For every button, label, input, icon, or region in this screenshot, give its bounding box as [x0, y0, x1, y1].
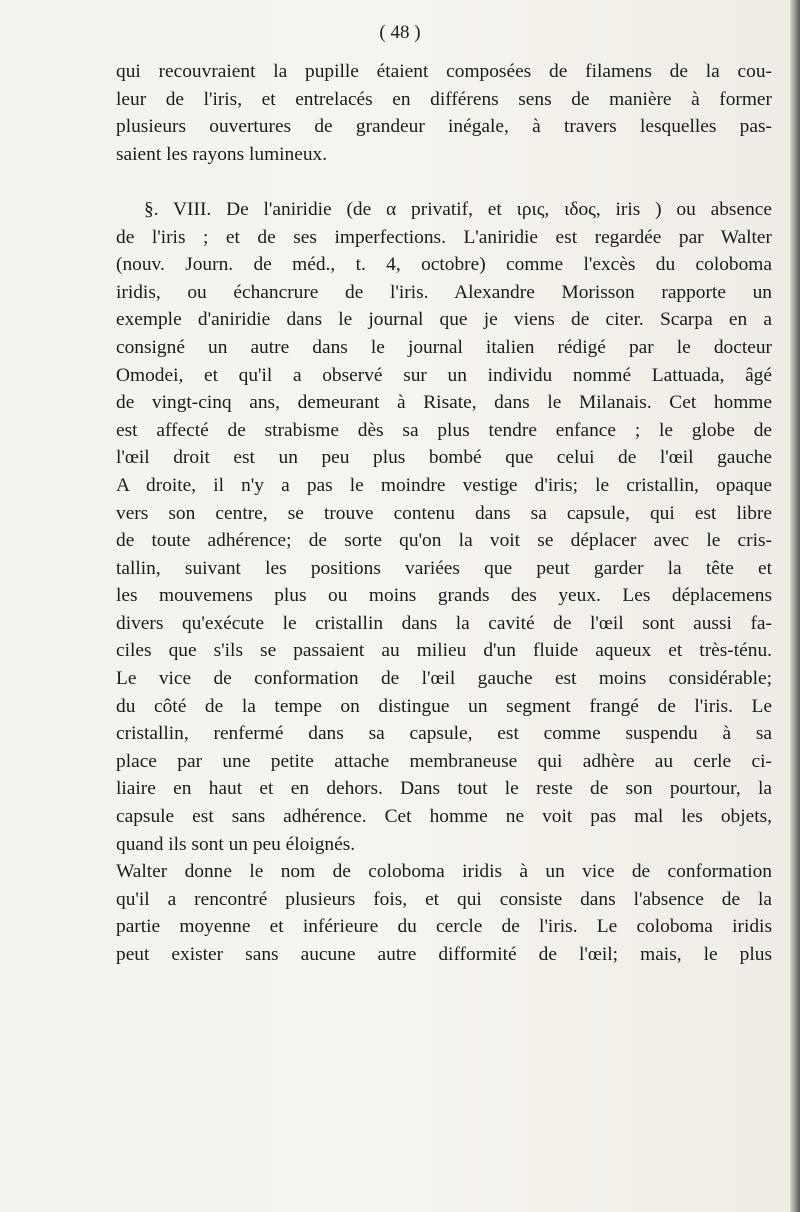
paragraph-2	[116, 196, 772, 858]
text-line: peut exister sans aucune autre difformité de l'œil; mais, le plus	[116, 944, 772, 965]
text-line: plusieurs ouvertures de grandeur inégale, à travers lesquelles pas-	[116, 116, 772, 138]
text-line: A droite, il n'y a pas le moindre vestige d'iris; le cristallin, opaque	[116, 474, 772, 496]
text-line: les mouvemens plus ou moins grands des yeux. Les déplacemens	[116, 585, 772, 607]
text-line: de toute adhérence; de sorte qu'on la voit se déplacer avec le cris-	[116, 530, 772, 552]
text-line: ciles que s'ils se passaient au milieu d'un fluide aqueux et très-ténu.	[116, 640, 772, 662]
text-line: Walter donne le nom de coloboma iridis à un vice de conformation	[116, 861, 772, 883]
text-line: tallin, suivant les positions variées que peut garder la tête et	[116, 557, 772, 579]
text-line: cristallin, renfermé dans sa capsule, est comme suspendu à sa	[116, 723, 772, 745]
text-line: de vingt-cinq ans, demeurant à Risate, dans le Milanais. Cet homme	[116, 392, 772, 414]
text-line: est affecté de strabisme dès sa plus tendre enfance ; le globe de	[116, 419, 772, 441]
text-line: saient les rayons lumineux.	[116, 143, 328, 165]
text-line: divers qu'exécute le cristallin dans la cavité de l'œil sont aussi fa-	[116, 612, 772, 634]
text-line: liaire en haut et en dehors. Dans tout le reste de son pourtour, la	[116, 778, 772, 800]
paragraph-spacer	[116, 168, 772, 196]
body-text	[116, 58, 772, 969]
text-line: qui recouvraient la pupille étaient composées de filamens de la cou-	[116, 61, 772, 82]
paragraph-1	[116, 58, 772, 168]
page-edge-shadow	[790, 0, 800, 1212]
text-line: qu'il a rencontré plusieurs fois, et qui consiste dans l'absence de la	[116, 888, 772, 910]
text-line: de l'iris ; et de ses imperfections. L'aniridie est regardée par Walter	[116, 226, 772, 248]
text-line: Omodei, et qu'il a observé sur un individu nommé Lattuada, âgé	[116, 364, 772, 386]
text-line: quand ils sont un peu éloignés.	[116, 833, 356, 855]
paragraph-3	[116, 858, 772, 968]
text-line: (nouv. Journ. de méd., t. 4, octobre) comme l'excès du coloboma	[116, 254, 772, 276]
text-line: du côté de la tempe on distingue un segment frangé de l'iris. Le	[116, 695, 772, 717]
text-line: leur de l'iris, et entrelacés en différens sens de manière à former	[116, 88, 772, 110]
text-line: Le vice de conformation de l'œil gauche est moins considérable;	[116, 668, 772, 690]
text-line: consigné un autre dans le journal italien rédigé par le docteur	[116, 336, 772, 358]
text-line: capsule est sans adhérence. Cet homme ne voit pas mal les objets,	[116, 806, 772, 828]
page-number: ( 48 )	[379, 22, 421, 43]
text-line: vers son centre, se trouve contenu dans sa capsule, qui est libre	[116, 502, 772, 524]
text-line: iridis, ou échancrure de l'iris. Alexandre Morisson rapporte un	[116, 281, 772, 303]
text-line: partie moyenne et inférieure du cercle de l'iris. Le coloboma iridis	[116, 916, 772, 938]
text-line: l'œil droit est un peu plus bombé que celui de l'œil gauche	[116, 447, 772, 469]
text-line: place par une petite attache membraneuse qui adhère au cerle ci-	[116, 750, 772, 772]
text-line: exemple d'aniridie dans le journal que je viens de citer. Scarpa en a	[116, 309, 772, 331]
section-heading-line: §. VIII. De l'aniridie (de α privatif, et ιρις, ιδος, iris ) ou absence	[144, 198, 772, 220]
